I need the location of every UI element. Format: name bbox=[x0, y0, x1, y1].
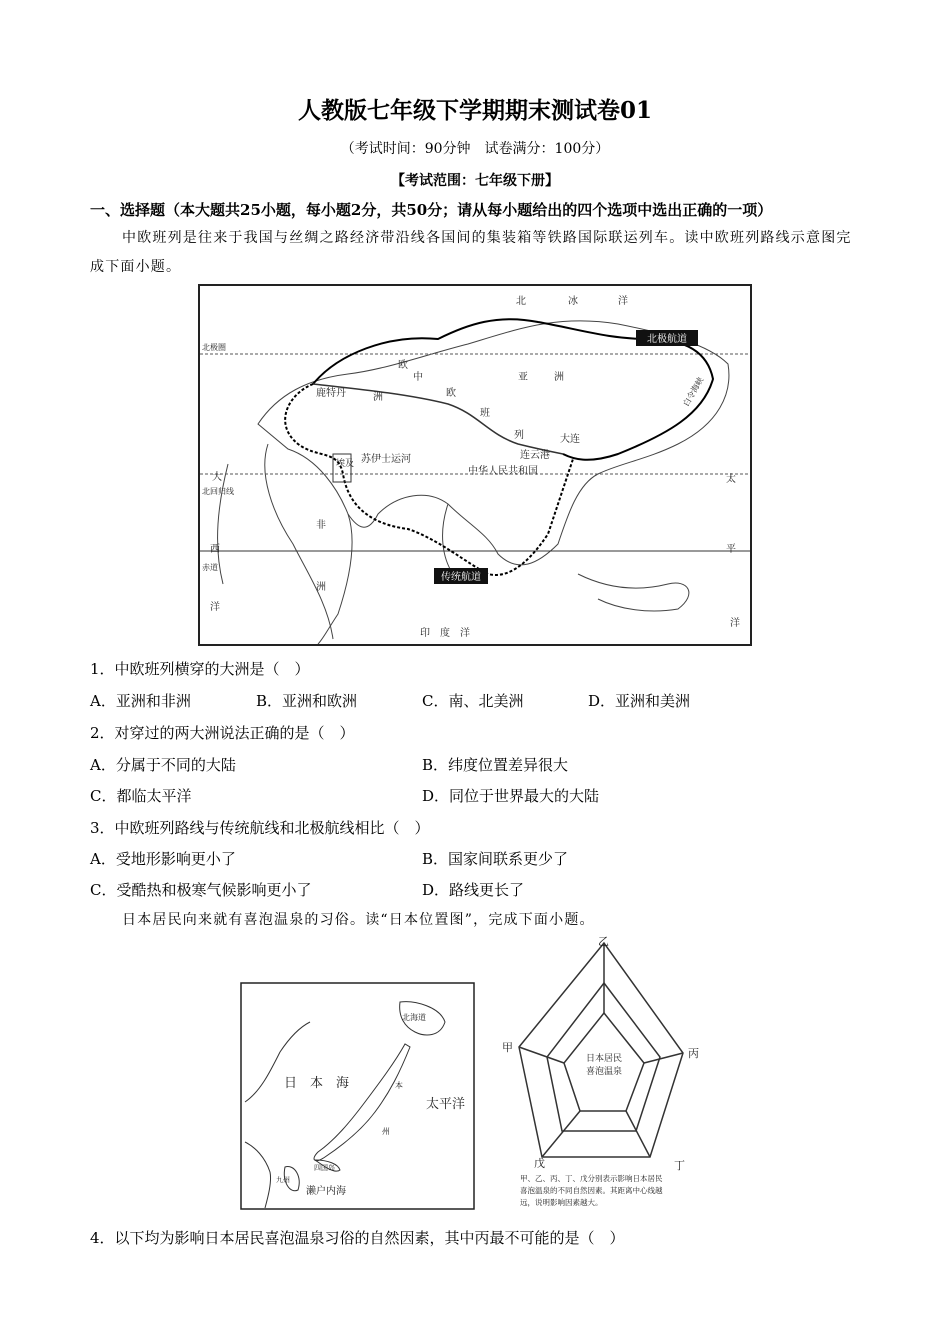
label-lianyungang: 连云港 bbox=[520, 450, 550, 461]
tropic-cancer-label: 北回归线 bbox=[202, 487, 234, 496]
label-kyushu: 九州 bbox=[276, 1176, 290, 1184]
q1-option-a[interactable]: A．亚洲和非洲 bbox=[90, 692, 191, 710]
traditional-route-label: 传统航道 bbox=[441, 572, 481, 583]
intro-line-2: 线示意图完成下面小题。 bbox=[90, 230, 852, 275]
label-north-1: 北 bbox=[516, 296, 526, 307]
q1-option-d[interactable]: D．亚洲和美洲 bbox=[588, 692, 691, 710]
label-suez: 苏伊士运河 bbox=[361, 454, 411, 465]
label-pacific-2: 平 bbox=[726, 544, 736, 555]
q2-option-c[interactable]: C．都临太平洋 bbox=[90, 787, 192, 805]
intro-paragraph-1 bbox=[90, 224, 860, 282]
label-china: 中华人民共和国 bbox=[468, 466, 538, 477]
label-north-2: 冰 bbox=[568, 296, 578, 307]
q3-option-d[interactable]: D．路线更长了 bbox=[422, 881, 525, 899]
intro-line-1: 中欧班列是往来于我国与丝绸之路经济带沿线各国间的集装箱等铁路国际联运列车。读中欧班列路 bbox=[122, 230, 776, 246]
diagram-note-1: 甲、乙、丙、丁、戊分别表示影响日本居民 bbox=[520, 1174, 663, 1183]
exam-scope: 【考试范围：七年级下册】 bbox=[391, 173, 559, 189]
hot-spring-factor-diagram bbox=[500, 935, 720, 1211]
label-africa-1: 非 bbox=[316, 520, 326, 531]
label-pacific-1: 太 bbox=[726, 474, 736, 485]
intro-paragraph-2: 日本居民向来就有喜泡温泉的习俗。读“日本位置图”，完成下面小题。 bbox=[122, 912, 595, 928]
arctic-circle-label: 北极圈 bbox=[202, 343, 226, 352]
label-europe-1: 欧 bbox=[398, 360, 408, 371]
label-china-europe-3: 班 bbox=[480, 408, 490, 419]
page-title: 人教版七年级下学期期末测试卷01 bbox=[297, 97, 652, 124]
center-label-1: 日本居民 bbox=[585, 1054, 623, 1064]
center-label-2: 喜泡温泉 bbox=[585, 1067, 623, 1077]
diagram-note-2: 喜泡温泉的不同自然因素。其距离中心线越 bbox=[520, 1186, 663, 1195]
q3-option-b[interactable]: B．国家间联系更少了 bbox=[422, 850, 569, 868]
label-china-europe-2: 欧 bbox=[446, 388, 456, 399]
question-1: 1．中欧班列横穿的大洲是（ ） bbox=[90, 660, 310, 678]
label-bering: 白令海峡 bbox=[681, 375, 706, 408]
vertex-wu: 戊 bbox=[534, 1157, 545, 1170]
vertex-bing: 丙 bbox=[688, 1047, 699, 1060]
label-seto: 濑户内海 bbox=[306, 1186, 346, 1197]
diagram-note-3: 远，说明影响因素越大。 bbox=[520, 1198, 603, 1207]
q1-option-c[interactable]: C．南、北美洲 bbox=[422, 692, 524, 710]
japan-location-map bbox=[240, 982, 475, 1210]
label-honshu-2: 州 bbox=[382, 1127, 390, 1136]
china-europe-railway-map bbox=[198, 284, 752, 646]
label-europe-2: 洲 bbox=[373, 392, 383, 403]
question-4: 4．以下均为影响日本居民喜泡温泉习俗的自然因素，其中丙最不可能的是（ ） bbox=[90, 1229, 625, 1247]
q1-option-b[interactable]: B．亚洲和欧洲 bbox=[256, 692, 358, 710]
vertex-yi: 乙 bbox=[598, 935, 609, 948]
label-china-europe-1: 中 bbox=[413, 372, 423, 383]
arctic-route-label: 北极航道 bbox=[647, 334, 687, 345]
label-asia-1: 亚 bbox=[518, 372, 528, 383]
label-sea-of-japan: 日 本 海 bbox=[284, 1076, 350, 1091]
label-pacific-3: 洋 bbox=[730, 618, 740, 629]
equator-label: 赤道 bbox=[202, 563, 218, 572]
label-asia-2: 洲 bbox=[554, 372, 564, 383]
label-dalian: 大连 bbox=[560, 434, 580, 445]
label-honshu-1: 本 bbox=[395, 1081, 403, 1090]
q3-option-a[interactable]: A．受地形影响更小了 bbox=[90, 850, 236, 868]
label-africa-2: 洲 bbox=[316, 582, 326, 593]
label-shikoku: 四国岛 bbox=[314, 1164, 335, 1172]
label-north-3: 洋 bbox=[618, 296, 628, 307]
label-china-europe-4: 列 bbox=[514, 430, 524, 441]
label-rotterdam: 鹿特丹 bbox=[316, 388, 346, 399]
q3-option-c[interactable]: C．受酷热和极寒气候影响更小了 bbox=[90, 881, 312, 899]
label-indian-ocean: 印 度 洋 bbox=[420, 628, 470, 639]
vertex-ding: 丁 bbox=[674, 1159, 685, 1172]
vertex-jia: 甲 bbox=[502, 1041, 513, 1054]
label-atlantic-2: 西 bbox=[210, 544, 220, 555]
question-3: 3．中欧班列路线与传统航线和北极航线相比（ ） bbox=[90, 819, 430, 837]
section-heading: 一、选择题（本大题共25小题，每小题2分，共50分；请从每小题给出的四个选项中选出正确的一项） bbox=[90, 201, 773, 219]
label-hokkaido: 北海道 bbox=[402, 1013, 426, 1022]
q2-option-a[interactable]: A．分属于不同的大陆 bbox=[90, 756, 236, 774]
label-atlantic-3: 洋 bbox=[210, 602, 220, 613]
label-egypt: 埃及 bbox=[336, 459, 355, 469]
exam-info: （考试时间：90分钟 试卷满分：100分） bbox=[340, 141, 610, 157]
question-2: 2．对穿过的两大洲说法正确的是（ ） bbox=[90, 724, 355, 742]
q2-option-b[interactable]: B．纬度位置差异很大 bbox=[422, 756, 569, 774]
q2-option-d[interactable]: D．同位于世界最大的大陆 bbox=[422, 787, 600, 805]
label-atlantic-1: 大 bbox=[212, 472, 222, 483]
label-pacific-japan: 太平洋 bbox=[426, 1097, 466, 1112]
